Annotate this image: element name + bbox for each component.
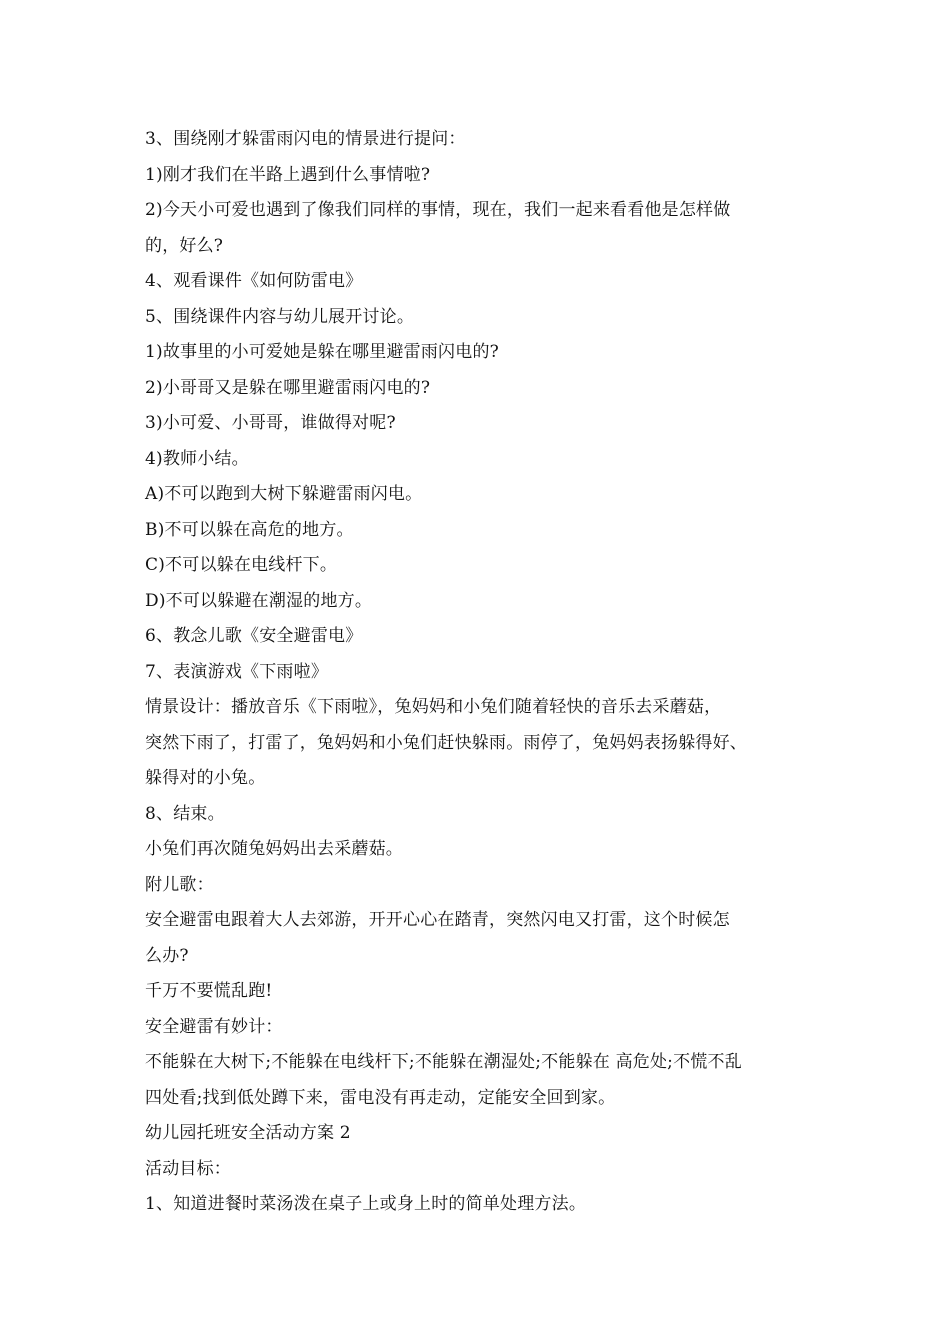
- text-line-3: 2)今天小可爱也遇到了像我们同样的事情，现在，我们一起来看看他是怎样做: [145, 200, 731, 220]
- text-line-19: 躲得对的小兔。: [145, 768, 266, 788]
- text-line-5: 4、观看课件《如何防雷电》: [145, 271, 363, 291]
- text-line-18: 突然下雨了，打雷了，兔妈妈和小兔们赶快躲雨。雨停了，兔妈妈表扬躲得好、: [145, 732, 747, 753]
- text-line-4: 的，好么?: [145, 235, 224, 256]
- text-line-22: 附儿歌：: [145, 874, 214, 895]
- text-line-17: 情景设计：播放音乐《下雨啦》，兔妈妈和小兔们随着轻快的音乐去采蘑菇，: [145, 697, 722, 717]
- section-title: 幼儿园托班安全活动方案 2: [145, 1123, 351, 1143]
- text-line-9: 3)小可爱、小哥哥，谁做得对呢?: [145, 413, 396, 433]
- text-line-24: 么办?: [145, 945, 189, 966]
- text-line-10: 4)教师小结。: [145, 448, 249, 469]
- text-line-31: 1、知道进餐时菜汤泼在桌子上或身上时的简单处理方法。: [145, 1194, 587, 1214]
- text-line-12: B)不可以躲在高危的地方。: [145, 519, 354, 540]
- text-line-2: 1)刚才我们在半路上遇到什么事情啦?: [145, 164, 431, 185]
- text-line-30: 活动目标：: [145, 1158, 231, 1179]
- text-line-23: 安全避雷电跟着大人去郊游，开开心心在踏青，突然闪电又打雷，这个时候怎: [145, 910, 730, 930]
- text-line-20: 8、结束。: [145, 803, 225, 824]
- text-line-28: 四处看;找到低处蹲下来，雷电没有再走动，定能安全回到家。: [145, 1087, 616, 1108]
- text-line-15: 6、教念儿歌《安全避雷电》: [145, 626, 363, 646]
- document-body: [145, 122, 835, 1223]
- text-line-21: 小兔们再次随兔妈妈出去采蘑菇。: [145, 839, 403, 859]
- text-line-25: 千万不要慌乱跑!: [145, 981, 273, 1001]
- text-line-26: 安全避雷有妙计：: [145, 1016, 283, 1037]
- text-line-11: A)不可以跑到大树下躲避雷雨闪电。: [145, 484, 423, 504]
- text-line-16: 7、表演游戏《下雨啦》: [145, 661, 329, 682]
- text-line-13: C)不可以躲在电线杆下。: [145, 555, 338, 575]
- text-line-8: 2)小哥哥又是躲在哪里避雷雨闪电的?: [145, 377, 431, 398]
- text-line-6: 5、围绕课件内容与幼儿展开讨论。: [145, 306, 415, 327]
- text-line-1: 3、围绕刚才躲雷雨闪电的情景进行提问：: [145, 129, 466, 149]
- text-line-14: D)不可以躲避在潮湿的地方。: [145, 590, 373, 611]
- text-line-7: 1)故事里的小可爱她是躲在哪里避雷雨闪电的?: [145, 342, 499, 362]
- text-line-27: 不能躲在大树下;不能躲在电线杆下;不能躲在潮湿处;不能躲在 高危处;不慌不乱: [145, 1052, 742, 1072]
